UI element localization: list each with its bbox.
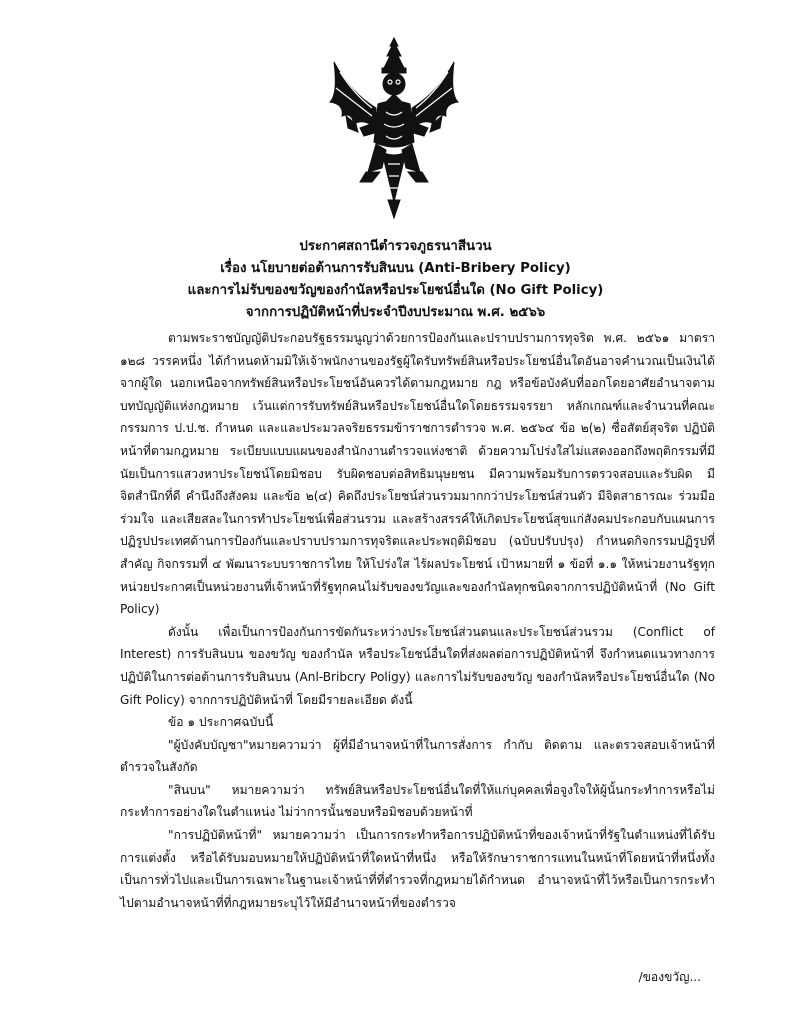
title-block <box>0 236 791 324</box>
definition-bribe: "สินบน" หมายความว่า ทรัพย์สินหรือประโยชน์อื่นใดที่ให้แก่บุคคลเพื่อจูงใจให้ผู้นั้นกระทำการหรือไม่กระทำการอย่างใดในตำแหน่ง ไม่ว่าการนั้นชอบหรือมิชอบด้วยหน้าที่ <box>120 782 715 820</box>
section-heading: ข้อ ๑ ประกาศฉบับนี้ <box>168 715 274 730</box>
subject-line: เรื่อง นโยบายต่อต้านการรับสินบน (Anti-Bribery Policy) <box>220 261 571 276</box>
continued-on-next-page: /ของขวัญ... <box>638 970 701 984</box>
document-body <box>120 327 715 914</box>
paragraph-policy-purpose: ดังนั้น เพื่อเป็นการป้องกันการขัดกันระหว่างประโยชน์ส่วนตนและประโยชน์ส่วนรวม (Conflict of Interest) การรับสินบน ของขวัญ ของกำนัล หรือประโยชน์อื่นใดที่ส่งผลต่อการปฏิบัติหน้าที่ จึงกำหนดแนวทางการปฏิบัติในการต่อต้านการรับสินบน (Anl-Bribcry Poligy) และการไม่รับของขวัญ ของกำนัลหรือประโยชน์อื่นใด (No Gift Policy) จากการปฏิบัติหน้าที่ โดยมีรายละเอียด ดังนี้ <box>120 624 715 707</box>
definition-commander: "ผู้บังคับบัญชา"หมายความว่า ผู้ที่มีอำนาจหน้าที่ในการสั่งการ กำกับ ติดตาม และตรวจสอบเจ้าหน้าที่ตำรวจในสังกัด <box>120 737 715 775</box>
subject-line-3: จากการปฏิบัติหน้าที่ประจำปีงบประมาณ พ.ศ. ๒๕๖๖ <box>245 305 546 320</box>
subject-line-2: และการไม่รับของขวัญของกำนัลหรือประโยชน์อื่นใด (No Gift Policy) <box>187 283 604 298</box>
garuda-emblem-icon <box>320 32 468 222</box>
announcement-title: ประกาศสถานีตำรวจภูธรนาสีนวน <box>299 239 492 254</box>
paragraph-legal-basis: ตามพระราชบัญญัติประกอบรัฐธรรมนูญว่าด้วยการป้องกันและปราบปรามการทุจริต พ.ศ. ๒๕๖๑ มาตรา ๑๒๘ วรรคหนึ่ง ได้กำหนดห้ามมิให้เจ้าพนักงานของรัฐผู้ใดรับทรัพย์สินหรือประโยชน์อื่นใดอันอาจคำนวณเป็นเงินได้จากผู้ใด นอกเหนือจากทรัพย์สินหรือประโยชน์อันควรได้ตามกฎหมาย กฎ หรือข้อบังคับที่ออกโดยอาศัยอำนาจตามบทบัญญัติแห่งกฎหมาย เว้นแต่การรับทรัพย์สินหรือประโยชน์อื่นใดโดยธรรมจรรยา หลักเกณฑ์และจำนวนที่คณะกรรมการ ป.ป.ช. กำหนด และและประมวลจริยธรรมข้าราชการตำรวจ พ.ศ. ๒๕๖๔ ข้อ ๒(๒) ซื่อสัตย์สุจริต ปฏิบัติหน้าที่ตามกฎหมาย ระเบียบแบบแผนของสำนักงานตำรวจแห่งชาติ ด้วยความโปร่งใสไม่แสดงออกถึงพฤติกรรมที่มีนัยเป็นการแสวงหาประโยชน์โดยมิชอบ รับผิดชอบต่อสิทธิมนุษยชน มีความพร้อมรับการตรวจสอบและรับผิด มีจิตสำนึกที่ดี คำนึงถึงสังคม และข้อ ๒(๔) คิดถึงประโยชน์ส่วนรวมมากกว่าประโยชน์ส่วนตัว มีจิตสาธารณะ ร่วมมือ ร่วมใจ และเสียสละในการทำประโยชน์เพื่อส่วนรวม และสร้างสรรค์ให้เกิดประโยชน์สุขแก่สังคมประกอบกับแผนการปฏิรูปประเทศด้านการป้องกันและปราบปรามการทุจริตและประพฤติมิชอบ (ฉบับปรับปรุง) กำหนดกิจกรรมปฏิรูปที่สำคัญ กิจกรรมที่ ๔ พัฒนาระบบราชการไทย ให้โปร่งใส ไร้ผลประโยชน์ เป้าหมายที่ ๑ ข้อที่ ๑.๑ ให้หน่วยงานรัฐทุกหน่วยประกาศเป็นหน่วยงานที่เจ้าหน้าที่รัฐทุกคนไม่รับของขวัญและของกำนัลทุกชนิดจากการปฏิบัติหน้าที่ (No Gift Policy) <box>120 331 715 617</box>
definition-duty: "การปฏิบัติหน้าที่" หมายความว่า เป็นการกระทำหรือการปฏิบัติหน้าที่ของเจ้าหน้าที่รัฐในตำแหน่งที่ได้รับการแต่งตั้ง หรือได้รับมอบหมายให้ปฏิบัติหน้าที่ใดหน้าที่หนึ่ง หรือให้รักษาราชการแทนในหน้าที่โดยหน้าที่หนึ่งทั้งเป็นการทั่วไปและเป็นการเฉพาะในฐานะเจ้าหน้าที่ที่ตำรวจที่กฎหมายได้กำหนด อำนาจหน้าที่ไว้หรือเป็นการกระทำไปตามอำนาจหน้าที่ที่กฎหมายระบุไว้ให้มีอำนาจหน้าที่ของตำรวจ <box>120 828 715 910</box>
